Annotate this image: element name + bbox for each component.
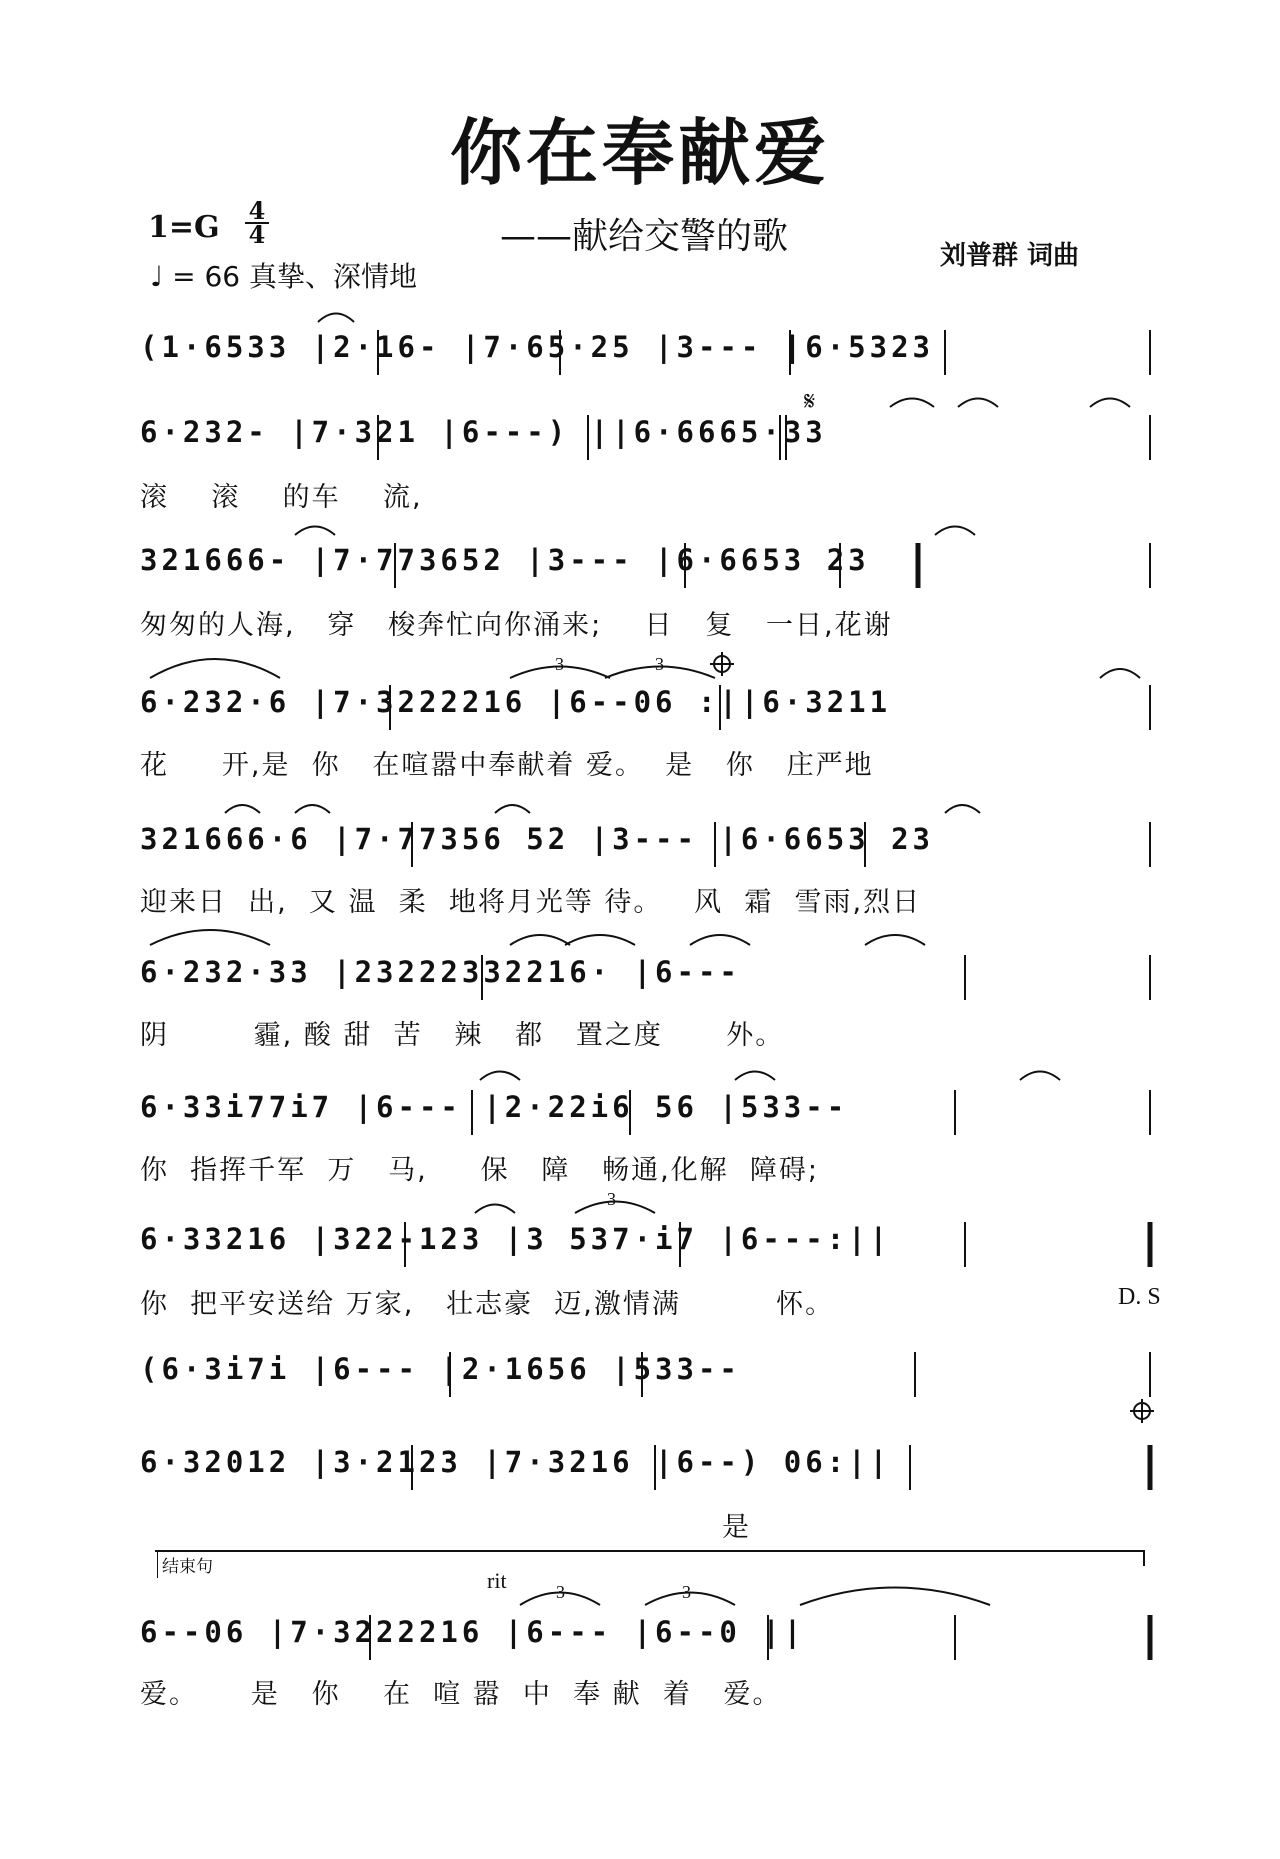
- final-barlines: [918, 543, 1150, 1660]
- author-credit: 刘普群 词曲: [940, 241, 1080, 271]
- time-signature-top: 4: [245, 200, 269, 224]
- tempo-expression: 真挚、深情地: [249, 260, 418, 293]
- segno-icon: 𝄋: [804, 387, 816, 417]
- lyrics-row: 迎来日 出, 又 温 柔 地将月光等 待。 风 霜 雪雨,烈日: [140, 887, 922, 918]
- slurs: [150, 314, 1140, 1606]
- tempo-value: = 66: [172, 260, 241, 293]
- quarter-note-icon: ♩: [150, 260, 164, 293]
- notation-row: (1·6533 |2·16- |7·65·25 |3--- |6·5323: [140, 330, 935, 364]
- subtitle: ——献给交警的歌: [500, 216, 789, 257]
- notation-row: (6·3i7i |6--- |2·1656 |533--: [140, 1352, 741, 1386]
- lyrics-row: 你 把平安送给 万家, 壮志豪 迈,激情满 怀。: [140, 1289, 835, 1320]
- lyrics-row: 匆匆的人海, 穿 梭奔忙向你涌来; 日 复 一日,花谢: [140, 610, 893, 641]
- svg-text:3: 3: [655, 654, 664, 674]
- lyrics-row: 阴 霾, 酸 甜 苦 辣 都 置之度 外。: [140, 1020, 785, 1051]
- time-signature-bottom: 4: [248, 220, 266, 249]
- notation-row: 321666·6 |7·77356 52 |3--- |6·6653 23: [140, 822, 935, 856]
- lyrics-row: 你 指挥千军 万 马, 保 障 畅通,化解 障碍;: [140, 1155, 819, 1186]
- notation-row: 6·232·33 |23222332216· |6---: [140, 955, 741, 989]
- key-signature: 1=G: [148, 210, 220, 245]
- coda-label: 结束句: [157, 1550, 217, 1578]
- lyrics-row: 滚 滚 的车 流,: [140, 482, 423, 513]
- notation-row: 6·32012 |3·2123 |7·3216 |6--) 06:||: [140, 1445, 892, 1479]
- notation-row: 6--06 |7·3222216 |6--- |6--0 ||: [140, 1615, 806, 1649]
- notation-row: 6·232·6 |7·3222216 |6--06 :||6·3211: [140, 685, 892, 719]
- notation-row: 6·232- |7·321 |6---) ||6·6665·33: [140, 415, 827, 449]
- coda-icon: [710, 652, 1154, 1423]
- ds-mark: D. S: [1118, 1284, 1161, 1310]
- svg-text:3: 3: [556, 1582, 565, 1602]
- lyrics-row: 花 开,是 你 在喧嚣中奉献着 爱。 是 你 庄严地: [140, 750, 874, 781]
- svg-text:3: 3: [607, 1189, 616, 1209]
- notation-row: 321666- |7·773652 |3--- |6·6653 23: [140, 543, 870, 577]
- svg-text:3: 3: [555, 654, 564, 674]
- rit-marking: rit: [487, 1568, 507, 1593]
- lyrics-row: 爱。 是 你 在 喧 嚣 中 奉 献 着 爱。: [140, 1679, 782, 1710]
- notation-row: 6·33216 |322-123 |3 537·i7 |6---:||: [140, 1222, 892, 1256]
- page-title: 你在奉献爱: [449, 110, 830, 195]
- svg-text:3: 3: [682, 1582, 691, 1602]
- notation-row: 6·33i77i7 |6--- |2·22i6 56 |533--: [140, 1090, 849, 1124]
- lyrics-row: 是: [140, 1512, 752, 1543]
- triplet-marks: [555, 654, 691, 1602]
- barlines: [370, 330, 1150, 1660]
